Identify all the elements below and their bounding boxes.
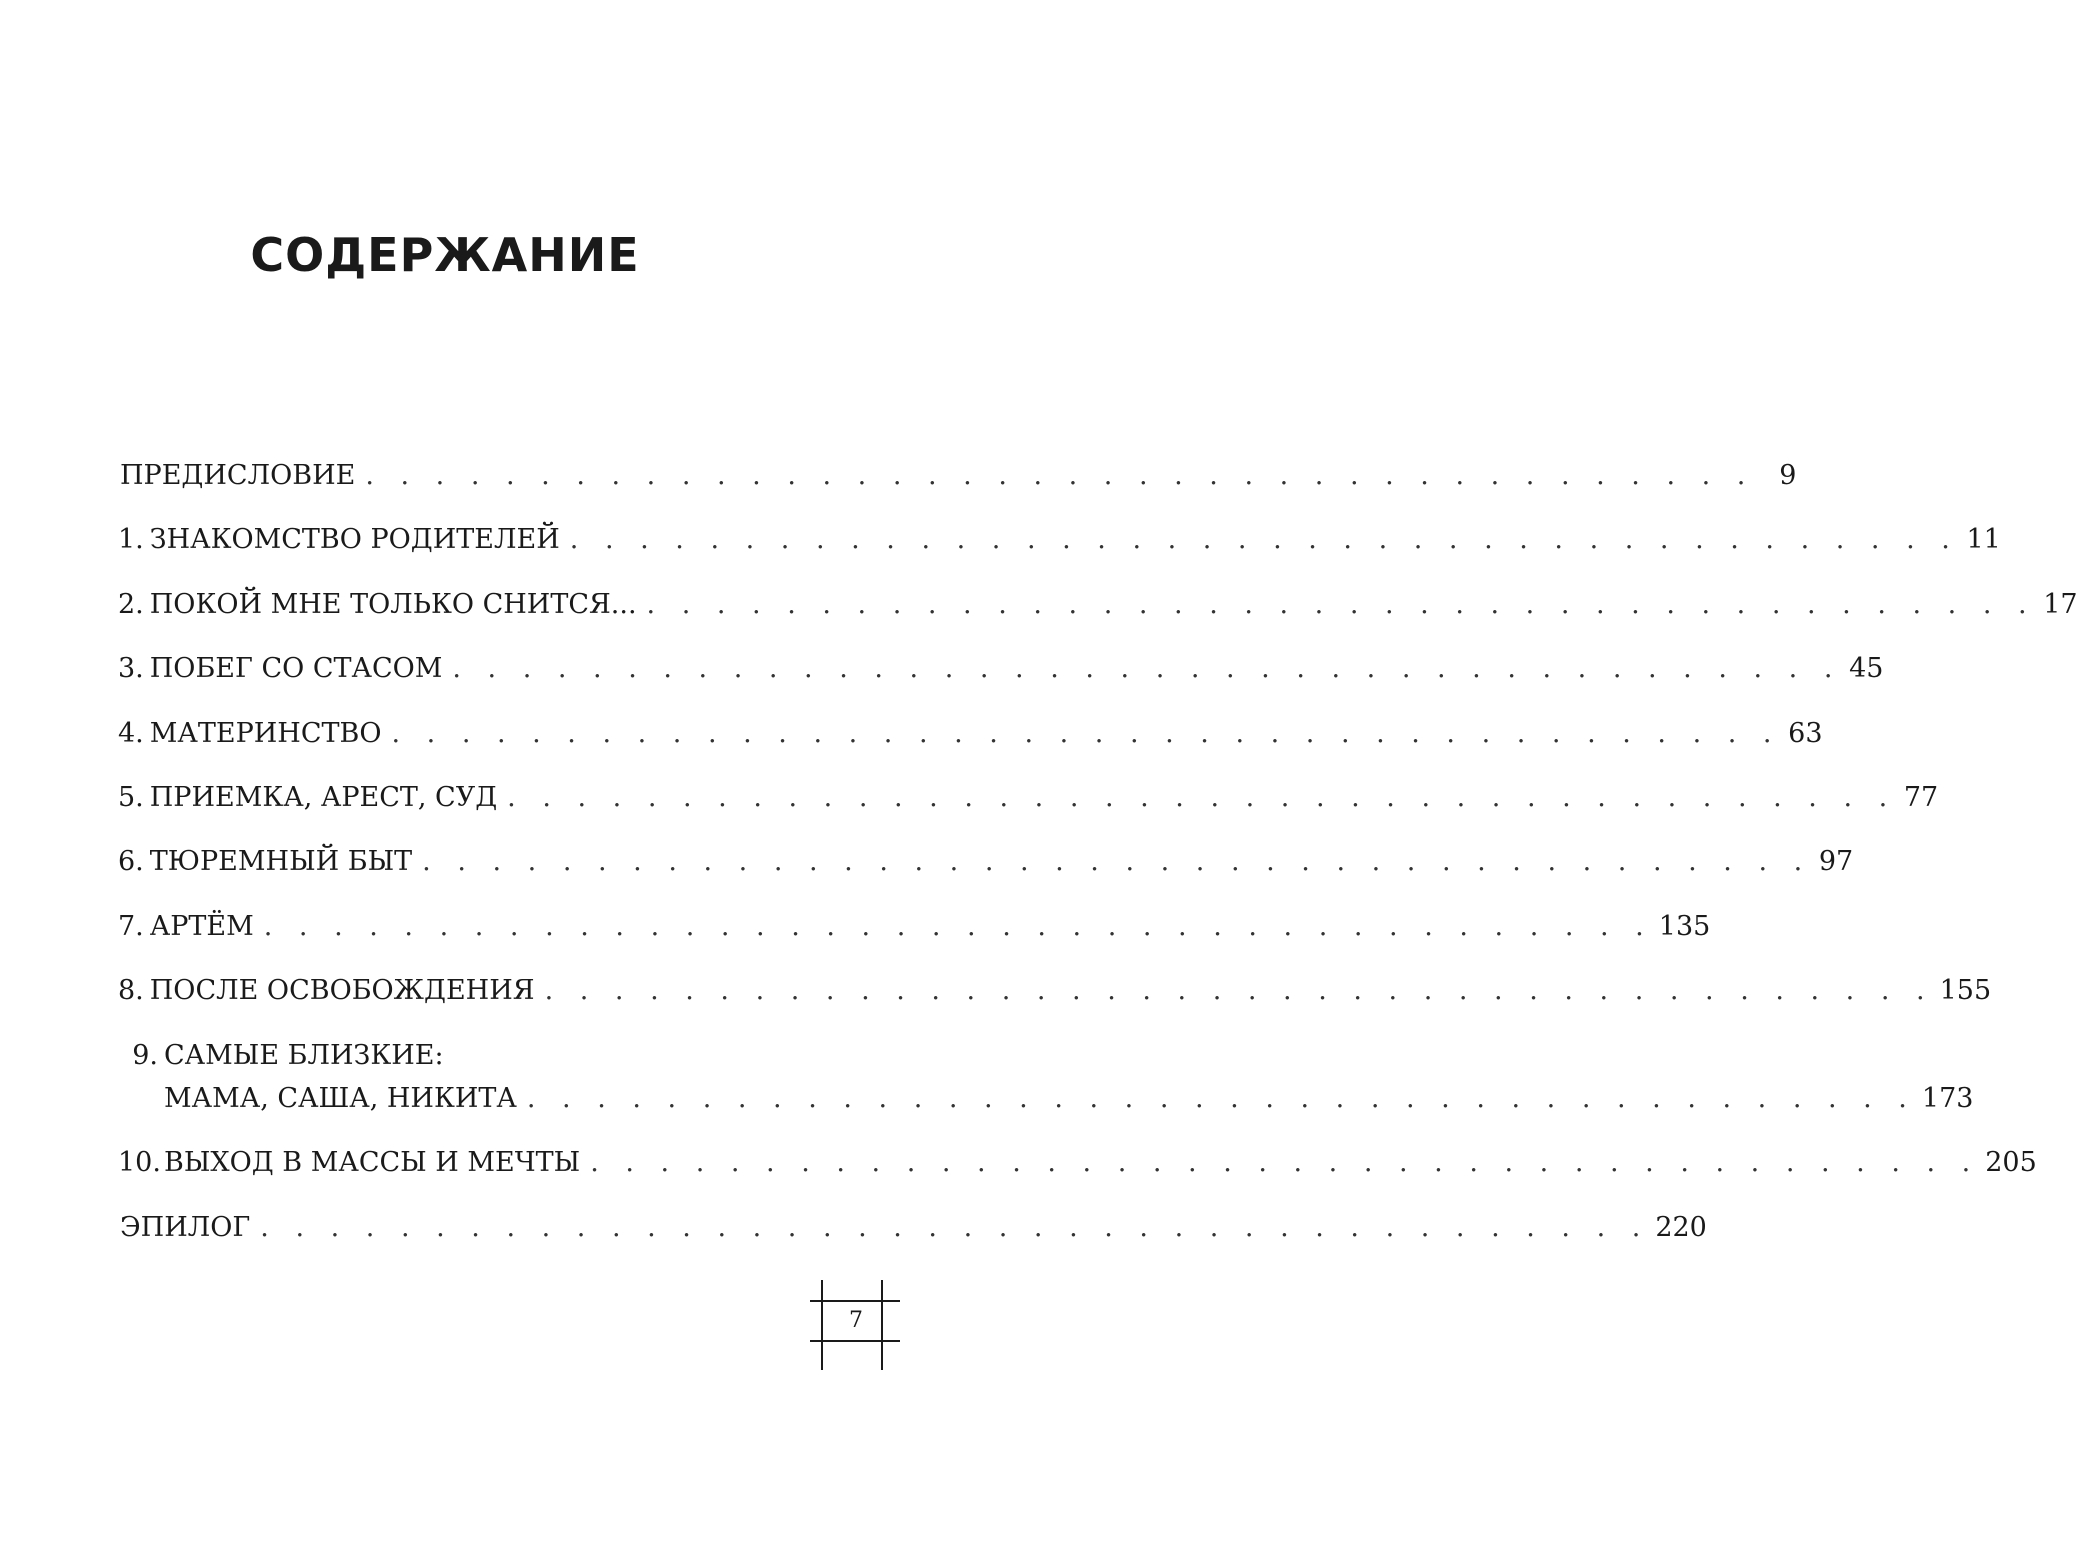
- toc-entry-page: 63: [1788, 718, 1823, 749]
- toc-entry-5[interactable]: [118, 782, 1939, 822]
- toc-entry-label: ПРЕДИСЛОВИЕ: [120, 460, 356, 491]
- toc-entry-6[interactable]: [118, 846, 1854, 886]
- page-number-box: [810, 1280, 900, 1370]
- toc-entry-10[interactable]: [118, 1147, 2037, 1187]
- toc-entry-9-line-1[interactable]: [118, 1040, 769, 1080]
- toc-leader-dots: . . . . . . . . . . . . . . . . . . . . . . . . . . . . . . . . . . . . . . . .: [452, 653, 1842, 684]
- toc-entry-epilogue[interactable]: [120, 1212, 1707, 1252]
- page-title: СОДЕРЖАНИЕ: [250, 228, 640, 282]
- toc-entry-page: 17: [2043, 589, 2078, 620]
- toc-leader-dots: . . . . . . . . . . . . . . . . . . . . . . . . . . . . . . . . . . . . . . . .: [391, 718, 1781, 749]
- toc-entry-label: ЭПИЛОГ: [120, 1212, 251, 1243]
- page-number: 7: [849, 1308, 863, 1333]
- toc-entry-page: 205: [1985, 1147, 2037, 1178]
- toc-entry-4[interactable]: [118, 718, 1823, 758]
- toc-entry-page: 173: [1921, 1083, 1974, 1114]
- toc-entry-preface[interactable]: [120, 460, 1797, 500]
- toc-entry-label: ПОКОЙ МНЕ ТОЛЬКО СНИТСЯ...: [149, 589, 637, 620]
- toc-entry-label-continued: МАМА, САША, НИКИТА: [164, 1083, 517, 1114]
- toc-leader-dots: . . . . . . . . . . . . . . . . . . . . . . . . . . . . . . . . . . . . . . . .: [365, 460, 1755, 491]
- toc-leader-dots: . . . . . . . . . . . . . . . . . . . . . . . . . . . . . . . . . . . . . . . .: [590, 1147, 1980, 1178]
- toc-entry-number: 2.: [118, 589, 144, 620]
- toc-entry-page: 45: [1849, 653, 1884, 684]
- toc-entry-label: ПОСЛЕ ОСВОБОЖДЕНИЯ: [149, 975, 535, 1006]
- toc-entry-page: 155: [1939, 975, 1992, 1006]
- toc-leader-dots: . . . . . . . . . . . . . . . . . . . . . . . . . . . . . . . . . . . . . . . .: [263, 911, 1653, 942]
- toc-leader-dots: . . . . . . . . . . . . . . . . . . . . . . . . . . . . . . . . . . . . . . . .: [260, 1212, 1650, 1243]
- toc-entry-label: ТЮРЕМНЫЙ БЫТ: [149, 846, 413, 877]
- page-box-left-line: [821, 1280, 823, 1370]
- toc-entry-number: 8.: [118, 975, 144, 1006]
- toc-entry-number: 10.: [118, 1147, 161, 1178]
- toc-entry-label: САМЫЕ БЛИЗКИЕ:: [164, 1040, 444, 1071]
- toc-entry-label: МАТЕРИНСТВО: [149, 718, 382, 749]
- page-box-top-line: [810, 1300, 900, 1302]
- toc-entry-2[interactable]: [118, 589, 2078, 629]
- toc-leader-dots: . . . . . . . . . . . . . . . . . . . . . . . . . . . . . . . . . . . . . . . .: [526, 1083, 1916, 1114]
- toc-entry-number: 1.: [118, 524, 144, 555]
- toc-entry-page: 135: [1658, 911, 1711, 942]
- toc-entry-page: 77: [1903, 782, 1939, 813]
- toc-entry-8[interactable]: [118, 975, 1992, 1015]
- toc-leader-dots: . . . . . . . . . . . . . . . . . . . . . . . . . . . . . . . . . . . . . . . .: [422, 846, 1812, 877]
- toc-entry-number: 3.: [118, 653, 144, 684]
- toc-entry-label: АРТЁМ: [149, 911, 254, 942]
- toc-entry-number: 6.: [118, 846, 144, 877]
- toc-entry-page: 97: [1818, 846, 1854, 877]
- toc-entry-number: 7.: [118, 911, 144, 942]
- toc-entry-number: 5.: [118, 782, 144, 813]
- page-box-bottom-line: [810, 1340, 900, 1342]
- toc-entry-number: 4.: [118, 718, 144, 749]
- toc-entry-9-line-2[interactable]: [164, 1083, 1974, 1123]
- toc-leader-dots: . . . . . . . . . . . . . . . . . . . . . . . . . . . . . . . . . . . . . . . .: [544, 975, 1934, 1006]
- toc-entry-label: ВЫХОД В МАССЫ И МЕЧТЫ: [164, 1147, 581, 1178]
- toc-entry-1[interactable]: [118, 524, 2001, 564]
- toc-entry-page: 220: [1655, 1212, 1707, 1243]
- page-box-right-line: [881, 1280, 883, 1370]
- toc-leader-dots: . . . . . . . . . . . . . . . . . . . . . . . . . . . . . . . . . . . . . . . .: [646, 589, 2036, 620]
- toc-leader-dots: . . . . . . . . . . . . . . . . . . . . . . . . . . . . . . . . . . . . . . . .: [507, 782, 1897, 813]
- toc-entry-7[interactable]: [118, 911, 1711, 951]
- toc-entry-page: 9: [1779, 460, 1797, 491]
- toc-entry-label: ЗНАКОМСТВО РОДИТЕЛЕЙ: [149, 524, 560, 555]
- toc-leader-dots: . . . . . . . . . . . . . . . . . . . . . . . . . . . . . . . . . . . . . . . .: [569, 524, 1959, 555]
- toc-entry-label: ПОБЕГ СО СТАСОМ: [149, 653, 443, 684]
- toc-entry-page: 11: [1966, 524, 2001, 555]
- toc-entry-number: 9.: [132, 1040, 158, 1071]
- toc-entry-3[interactable]: [118, 653, 1884, 693]
- toc-entry-label: ПРИЕМКА, АРЕСТ, СУД: [149, 782, 498, 813]
